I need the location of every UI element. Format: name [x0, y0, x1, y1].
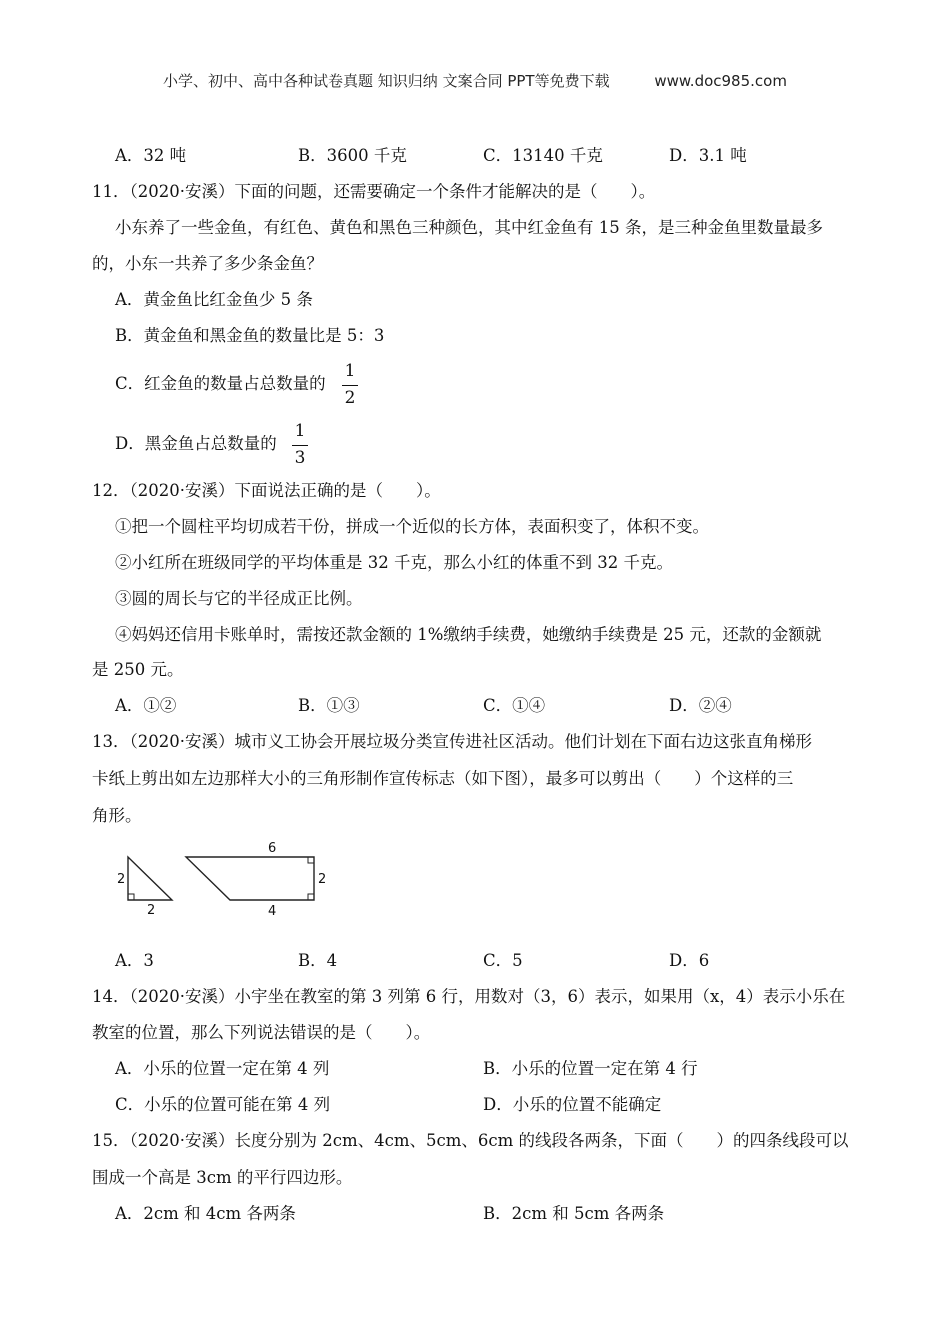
- q10-option-c: C．13140 千克: [483, 146, 603, 165]
- q12-statement-1: ①把一个圆柱平均切成若干份，拼成一个近似的长方体，表面积变了，体积不变。: [115, 517, 709, 536]
- q11-body-line1: 小东养了一些金鱼，有红色、黄色和黑色三种颜色，其中红金鱼有 15 条，是三种金鱼里数量最多: [115, 218, 823, 237]
- triangle-outline: [128, 857, 172, 900]
- fraction-numerator: 1: [294, 421, 306, 441]
- q14-option-a: A．小乐的位置一定在第 4 列: [115, 1059, 330, 1078]
- triangle-shape: [117, 857, 172, 918]
- q14-stem-line1: 14．（2020·安溪）小宇坐在教室的第 3 列第 6 行，用数对（3，6）表示，如果用（x，4）表示小乐在: [92, 987, 846, 1006]
- fraction-bar: [342, 385, 358, 386]
- q13-stem-line2: 卡纸上剪出如左边那样大小的三角形制作宣传标志（如下图），最多可以剪出（ ）个这样的三: [92, 769, 794, 788]
- q11-option-d-fraction: [292, 421, 308, 470]
- q13-option-d: D．6: [669, 951, 710, 970]
- q13-option-b: B．4: [298, 951, 338, 970]
- header-url: www.doc985.com: [654, 72, 787, 90]
- triangle-right-angle-mark: [128, 894, 134, 900]
- q13-figure: [110, 842, 340, 922]
- q12-stem: 12．（2020·安溪）下面说法正确的是（ ）。: [92, 481, 441, 500]
- trapezoid-top-label: 6: [268, 842, 277, 856]
- q12-statement-2: ②小红所在班级同学的平均体重是 32 千克，那么小红的体重不到 32 千克。: [115, 553, 673, 572]
- q13-option-a: A．3: [115, 951, 154, 970]
- q11-option-a: A．黄金鱼比红金鱼少 5 条: [115, 290, 313, 309]
- q10-option-d: D．3.1 吨: [669, 146, 747, 165]
- q12-statement-4-line1: ④妈妈还信用卡账单时，需按还款金额的 1%缴纳手续费，她缴纳手续费是 25 元，还款的金额就: [115, 625, 822, 644]
- triangle-base-label: 2: [147, 903, 156, 918]
- q12-option-a: A．①②: [115, 696, 177, 715]
- q11-option-d: D．黑金鱼占总数量的: [115, 434, 277, 453]
- trapezoid-height-label: 2: [318, 872, 327, 887]
- page-header: [0, 70, 950, 91]
- q15-stem-line1: 15．（2020·安溪）长度分别为 2cm、4cm、5cm、6cm 的线段各两条，下面（ ）的四条线段可以: [92, 1131, 849, 1150]
- trapezoid-bottom-right-angle-mark: [308, 894, 314, 900]
- trapezoid-shape: [186, 842, 326, 919]
- q12-option-c: C．①④: [483, 696, 546, 715]
- q11-option-c-fraction: [342, 361, 358, 410]
- q12-option-b: B．①③: [298, 696, 360, 715]
- q12-statement-4-line2: 是 250 元。: [92, 660, 184, 679]
- q14-option-c: C．小乐的位置可能在第 4 列: [115, 1095, 331, 1114]
- q14-option-b: B．小乐的位置一定在第 4 行: [483, 1059, 698, 1078]
- q14-option-d: D．小乐的位置不能确定: [483, 1095, 662, 1114]
- q15-option-b: B．2cm 和 5cm 各两条: [483, 1204, 665, 1223]
- q10-option-b: B．3600 千克: [298, 146, 407, 165]
- q12-statement-3: ③圆的周长与它的半径成正比例。: [115, 589, 363, 608]
- q14-stem-line2: 教室的位置，那么下列说法错误的是（ ）。: [92, 1023, 431, 1042]
- fraction-denominator: 3: [294, 448, 306, 468]
- triangle-height-label: 2: [117, 872, 126, 887]
- q11-body-line2: 的，小东一共养了多少条金鱼？: [92, 254, 323, 273]
- fraction-bar: [292, 445, 308, 446]
- q11-option-b: B．黄金鱼和黑金鱼的数量比是 5：3: [115, 326, 385, 345]
- trapezoid-outline: [186, 857, 314, 900]
- trapezoid-top-right-angle-mark: [308, 857, 314, 863]
- q12-option-d: D．②④: [669, 696, 732, 715]
- trapezoid-bottom-label: 4: [268, 904, 277, 919]
- header-text: 小学、初中、高中各种试卷真题 知识归纳 文案合同 PPT等免费下载: [163, 72, 610, 90]
- q10-option-a: A．32 吨: [115, 146, 187, 165]
- fraction-denominator: 2: [344, 388, 356, 408]
- q15-stem-line2: 围成一个高是 3cm 的平行四边形。: [92, 1168, 353, 1187]
- q11-option-c: C．红金鱼的数量占总数量的: [115, 374, 326, 393]
- q11-stem: 11．（2020·安溪）下面的问题，还需要确定一个条件才能解决的是（ ）。: [92, 182, 656, 201]
- q13-option-c: C．5: [483, 951, 523, 970]
- q13-stem-line3: 角形。: [92, 806, 142, 825]
- q15-option-a: A．2cm 和 4cm 各两条: [115, 1204, 296, 1223]
- q13-stem-line1: 13．（2020·安溪）城市义工协会开展垃圾分类宣传进社区活动。他们计划在下面右边这张直角梯形: [92, 732, 812, 751]
- fraction-numerator: 1: [344, 361, 356, 381]
